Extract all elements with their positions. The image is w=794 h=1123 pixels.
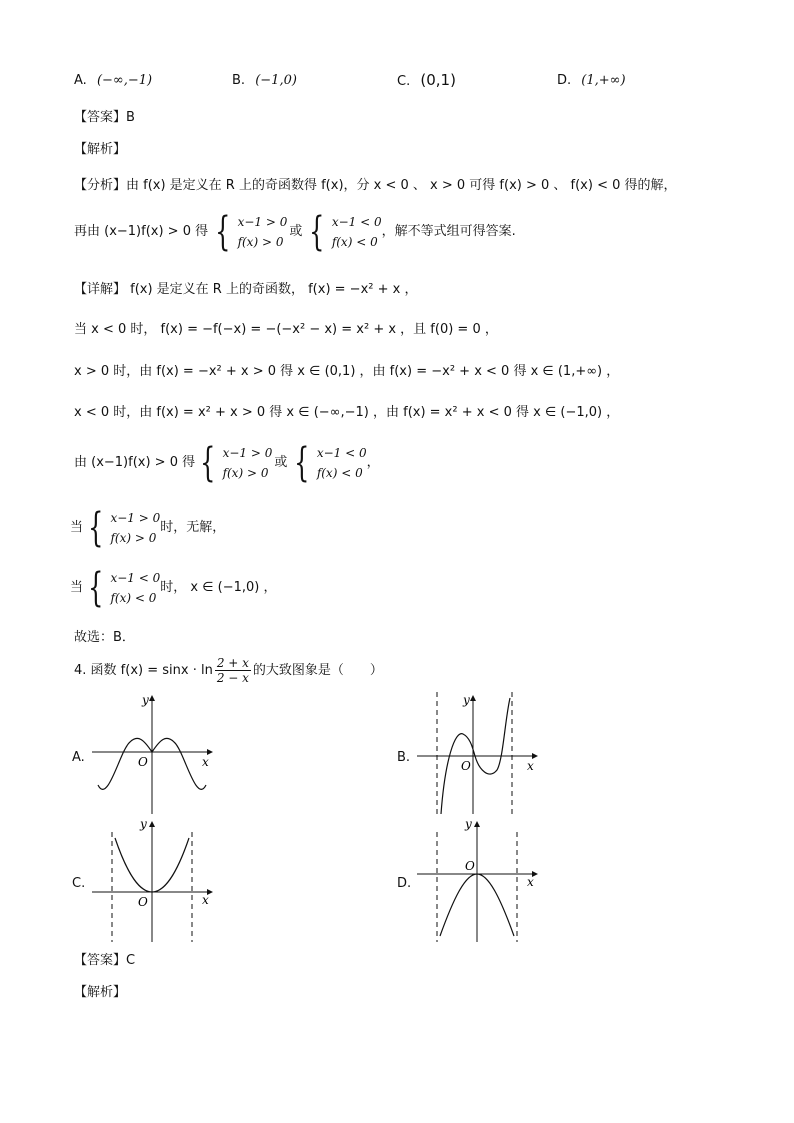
sys-row: f(x) < 0 [331,235,378,249]
system-6: { x−1 < 0 f(x) < 0 [88,565,161,611]
option-value: (−1,0) [255,73,297,88]
system-4: { x−1 < 0 f(x) < 0 [294,440,367,486]
q3-choose: 故选：B． [74,630,135,645]
q3-detail-line3: x > 0 时，由 f(x) = −x² + x > 0 得 x ∈ (0,1) ，由 f(x) = −x² + x < 0 得 x ∈ (1,+∞) ， [74,364,620,379]
sys-row: x−1 < 0 [110,571,161,585]
or-text: 或 [289,224,303,240]
system-1: { x−1 > 0 f(x) > 0 [215,209,288,255]
sys-row: x−1 > 0 [222,446,273,460]
when-text: 当 [70,520,84,536]
sys-row: x−1 > 0 [237,215,288,229]
q3-analysis-heading: 【解析】 [74,142,127,157]
fraction [215,656,251,686]
option-letter: A. [74,73,87,88]
option-c [397,71,456,90]
detail-5-prefix: 由 (x−1)f(x) > 0 得 [74,455,196,471]
x-axis-label: x [527,759,534,773]
y-axis-label: y [463,693,470,707]
sys-row: f(x) < 0 [110,591,157,605]
q3-case2 [70,565,277,611]
origin-label: O [138,755,148,769]
y-axis-label: y [142,693,149,707]
q3-detail-line5 [74,440,380,486]
origin-label: O [138,895,148,909]
y-axis-label: y [465,817,472,831]
option-letter: D. [557,73,572,88]
system-3: { x−1 > 0 f(x) > 0 [200,440,273,486]
q4-stem-prefix: 4. 函数 f(x) = sinx · ln [74,663,213,679]
sys-row: x−1 > 0 [110,511,161,525]
option-value: (0,1) [420,71,456,89]
sys-row: x−1 < 0 [316,446,367,460]
graph-c [90,816,220,944]
origin-label: O [465,859,475,873]
detail-5-suffix: ， [366,455,380,471]
option-b [232,73,297,89]
q4-analysis-heading: 【解析】 [74,985,127,1000]
case1-tail: 时，无解， [160,520,226,536]
graph-c-label: C. [72,876,86,891]
option-d [557,73,626,89]
sys-row: x−1 < 0 [331,215,382,229]
q3-answer: 【答案】B [74,110,135,125]
or-text: 或 [274,455,288,471]
system-2: { x−1 < 0 f(x) < 0 [309,209,382,255]
option-value: (−∞,−1) [96,73,153,88]
q3-analysis-line2 [74,209,516,255]
graph-b-label: B. [397,750,411,765]
origin-label: O [461,759,471,773]
graph-a-label: A. [72,750,85,765]
sys-row: f(x) < 0 [316,466,363,480]
q3-case1 [70,505,226,551]
q4-answer: 【答案】C [74,953,136,968]
x-axis-label: x [527,875,534,889]
option-letter: B. [232,73,246,88]
q3-detail-line1: 【详解】 f(x) 是定义在 R 上的奇函数， f(x) = −x² + x ， [74,282,418,297]
analysis-2-prefix: 再由 (x−1)f(x) > 0 得 [74,224,209,240]
graph-d [415,816,545,944]
x-axis-label: x [202,893,209,907]
fraction-denominator: 2 − x [216,671,249,686]
y-axis-label: y [140,817,147,831]
graph-b [415,690,545,815]
q3-analysis-line1: 【分析】由 f(x) 是定义在 R 上的奇函数得 f(x)，分 x < 0 、 x > 0 可得 f(x) > 0 、 f(x) < 0 得的解， [74,178,677,193]
when-text: 当 [70,580,84,596]
sys-row: f(x) > 0 [110,531,157,545]
q3-detail-line4: x < 0 时，由 f(x) = x² + x > 0 得 x ∈ (−∞,−1) ，由 f(x) = x² + x < 0 得 x ∈ (−1,0) ， [74,405,620,420]
q3-detail-line2: 当 x < 0 时， f(x) = −f(−x) = −(−x² − x) = x² + x ，且 f(0) = 0 ， [74,322,498,337]
sys-row: f(x) > 0 [237,235,284,249]
system-5: { x−1 > 0 f(x) > 0 [88,505,161,551]
case2-tail: 时， x ∈ (−1,0) ， [160,580,277,596]
q4-stem [74,656,383,686]
option-value: (1,+∞) [581,73,626,88]
graph-d-label: D. [397,876,412,891]
graph-a [90,690,220,815]
option-a [74,73,152,89]
analysis-2-suffix: ，解不等式组可得答案. [381,224,516,240]
option-letter: C. [397,74,411,89]
q4-stem-suffix: 的大致图象是（ ） [252,663,383,679]
fraction-numerator: 2 + x [216,656,249,670]
x-axis-label: x [202,755,209,769]
sys-row: f(x) > 0 [222,466,269,480]
